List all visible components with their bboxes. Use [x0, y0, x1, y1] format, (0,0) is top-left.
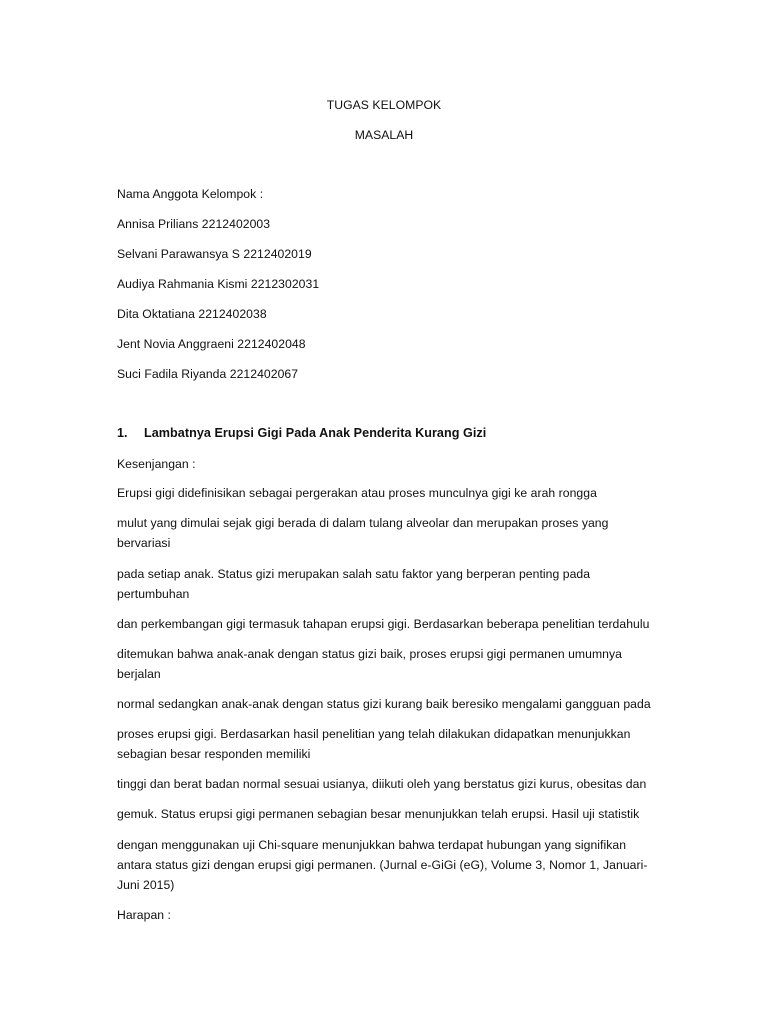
member-item: Audiya Rahmania Kismi 2212302031 [117, 277, 320, 291]
section-heading [117, 423, 486, 443]
paragraph-line: dan perkembangan gigi termasuk tahapan erupsi gigi. Berdasarkan beberapa penelitian terdahulu [117, 617, 650, 631]
member-item: Selvani Parawansya S 2212402019 [117, 247, 312, 261]
member-item: Jent Novia Anggraeni 2212402048 [117, 337, 306, 351]
member-item: Suci Fadila Riyanda 2212402067 [117, 367, 299, 381]
hope-label: Harapan : [117, 908, 171, 922]
gap-label: Kesenjangan : [117, 457, 196, 471]
paragraph-line: dengan menggunakan uji Chi-square menunjukkan bahwa terdapat hubungan yang signifikan antara status gizi dengan erupsi gigi permanen. (Jurnal e-GiGi (eG), Volume 3, Nomor 1, Januari-Juni 2015) [117, 838, 648, 892]
section-number: 1. [117, 426, 128, 440]
document-subtitle: MASALAH [354, 128, 414, 142]
paragraph-line: mulut yang dimulai sejak gigi berada di dalam tulang alveolar dan merupakan proses yang bervariasi [117, 516, 609, 550]
paragraph-line: proses erupsi gigi. Berdasarkan hasil penelitian yang telah dilakukan didapatkan menunjukkan sebagian besar responden memiliki [117, 727, 631, 761]
member-item: Annisa Prilians 2212402003 [117, 217, 271, 231]
paragraph-line: Erupsi gigi didefinisikan sebagai pergerakan atau proses munculnya gigi ke arah rongga [117, 486, 597, 500]
paragraph-line: ditemukan bahwa anak-anak dengan status gizi baik, proses erupsi gigi permanen umumnya berjalan [117, 647, 622, 681]
members-label: Nama Anggota Kelompok : [117, 187, 264, 201]
member-item: Dita Oktatiana 2212402038 [117, 307, 267, 321]
section-title: Lambatnya Erupsi Gigi Pada Anak Penderita Kurang Gizi [144, 426, 487, 440]
paragraph-line: pada setiap anak. Status gizi merupakan salah satu faktor yang berperan penting pada pertumbuhan [117, 567, 591, 601]
paragraph-line: normal sedangkan anak-anak dengan status gizi kurang baik beresiko mengalami gangguan pada [117, 697, 651, 711]
document-title: TUGAS KELOMPOK [326, 98, 442, 112]
paragraph-line: gemuk. Status erupsi gigi permanen sebagian besar menunjukkan telah erupsi. Hasil uji statistik [117, 807, 640, 821]
paragraph-line: tinggi dan berat badan normal sesuai usianya, diikuti oleh yang berstatus gizi kurus, obesitas dan [117, 777, 647, 791]
